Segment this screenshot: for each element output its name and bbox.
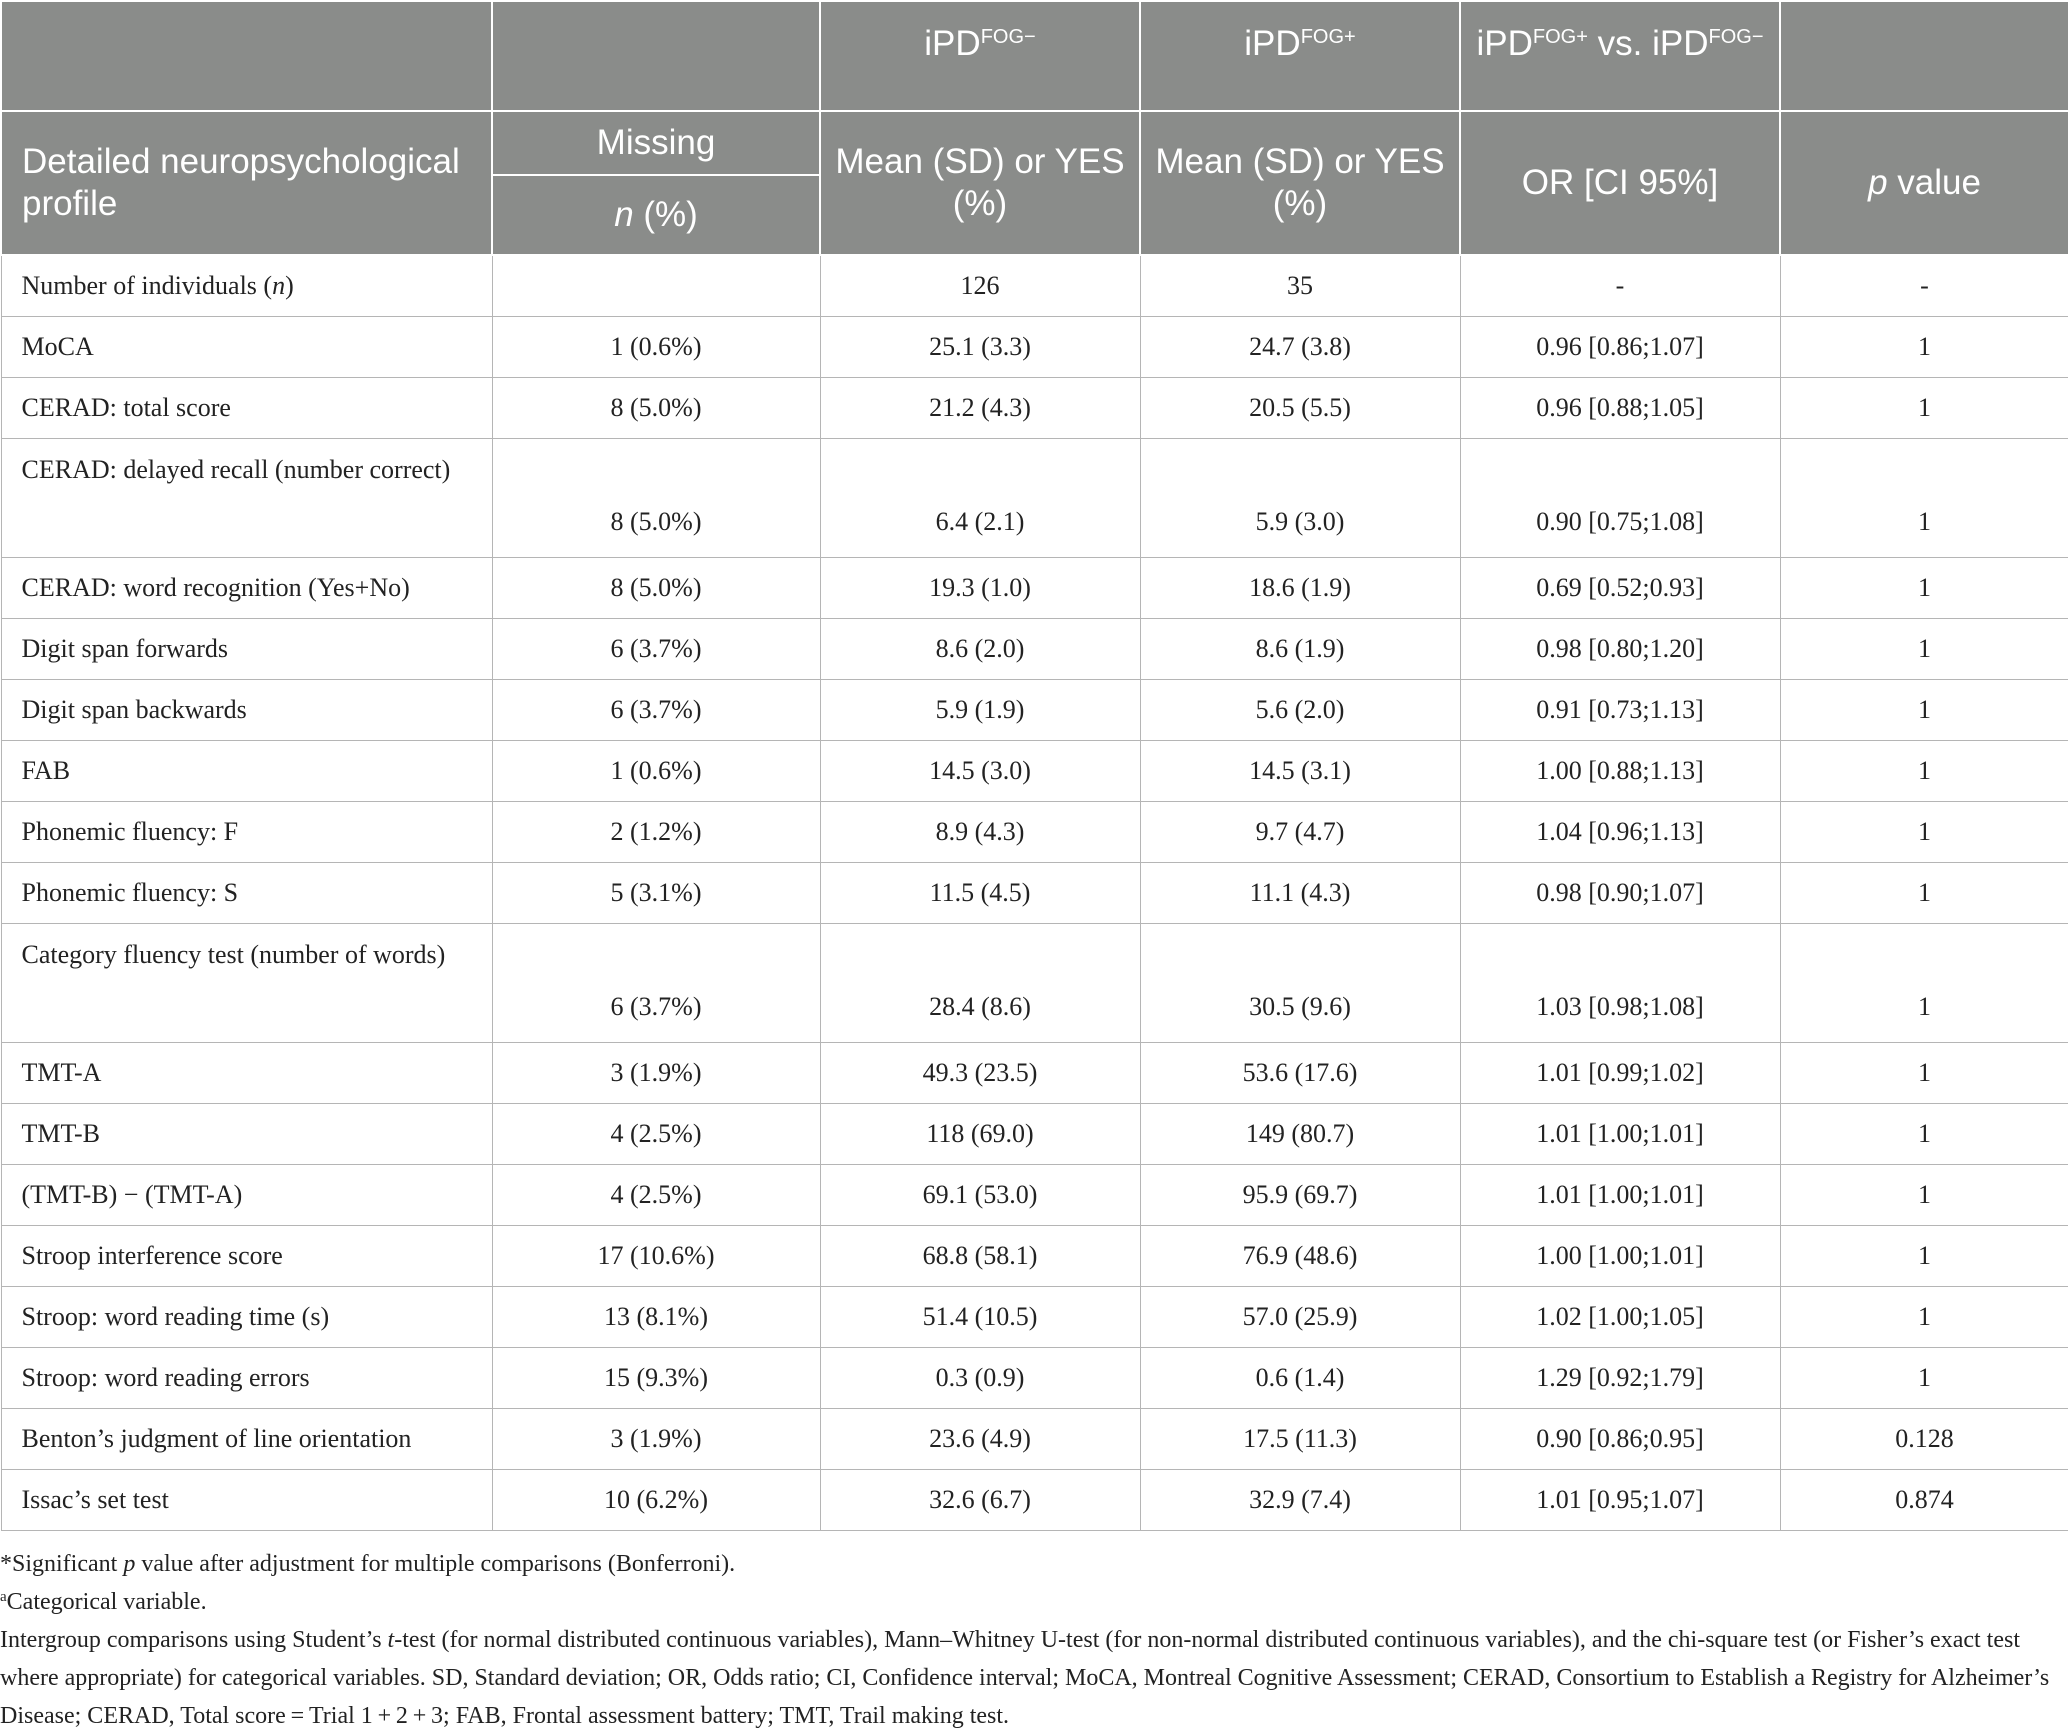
cell-or: 0.90 [0.86;0.95]	[1460, 1409, 1780, 1470]
table-row	[1, 863, 2068, 924]
cell-fog-pos: 35	[1140, 255, 1460, 317]
header-empty-3	[1780, 1, 2068, 111]
row-label: Stroop: word reading time (s)	[1, 1287, 492, 1348]
cell-fog-neg: 32.6 (6.7)	[820, 1470, 1140, 1531]
cell-fog-neg: 0.3 (0.9)	[820, 1348, 1140, 1409]
row-label: Digit span backwards	[1, 680, 492, 741]
cell-p: 0.128	[1780, 1409, 2068, 1470]
table-row	[1, 1409, 2068, 1470]
cell-or: 1.01 [1.00;1.01]	[1460, 1104, 1780, 1165]
cell-missing: 1 (0.6%)	[492, 317, 820, 378]
row-label: Phonemic fluency: F	[1, 802, 492, 863]
cell-or: -	[1460, 255, 1780, 317]
table-row	[1, 1287, 2068, 1348]
cell-fog-neg: 51.4 (10.5)	[820, 1287, 1140, 1348]
cell-fog-neg: 11.5 (4.5)	[820, 863, 1140, 924]
cell-or: 1.00 [0.88;1.13]	[1460, 741, 1780, 802]
table-row	[1, 1348, 2068, 1409]
header-mean-fog-pos: Mean (SD) or YES (%)	[1140, 111, 1460, 255]
row-label: Benton’s judgment of line orientation	[1, 1409, 492, 1470]
table-row	[1, 741, 2068, 802]
header-missing-unit: n (%)	[492, 175, 820, 255]
footnote-significance: *Significant p value after adjustment for multiple comparisons (Bonferroni).	[0, 1551, 736, 1577]
cell-fog-pos: 20.5 (5.5)	[1140, 378, 1460, 439]
cell-or: 1.01 [1.00;1.01]	[1460, 1165, 1780, 1226]
cell-missing: 6 (3.7%)	[492, 619, 820, 680]
cell-or: 1.01 [0.95;1.07]	[1460, 1470, 1780, 1531]
cell-or: 0.96 [0.86;1.07]	[1460, 317, 1780, 378]
cell-missing: 3 (1.9%)	[492, 1043, 820, 1104]
cell-missing: 2 (1.2%)	[492, 802, 820, 863]
cell-fog-neg: 8.9 (4.3)	[820, 802, 1140, 863]
cell-p: 1	[1780, 1287, 2068, 1348]
table-row	[1, 317, 2068, 378]
cell-fog-pos: 17.5 (11.3)	[1140, 1409, 1460, 1470]
row-label: TMT-A	[1, 1043, 492, 1104]
cell-fog-pos: 149 (80.7)	[1140, 1104, 1460, 1165]
cell-fog-pos: 14.5 (3.1)	[1140, 741, 1460, 802]
cell-p: 1	[1780, 863, 2068, 924]
cell-fog-neg: 68.8 (58.1)	[820, 1226, 1140, 1287]
cell-p: 1	[1780, 1165, 2068, 1226]
row-label: Digit span forwards	[1, 619, 492, 680]
header-group-fog-neg: iPD$^{FOG-}$	[820, 1, 1140, 111]
cell-or: 0.98 [0.80;1.20]	[1460, 619, 1780, 680]
cell-missing: 6 (3.7%)	[492, 924, 820, 1043]
cell-or: 1.03 [0.98;1.08]	[1460, 924, 1780, 1043]
cell-p: 1	[1780, 1043, 2068, 1104]
cell-missing	[492, 255, 820, 317]
row-label: CERAD: word recognition (Yes+No)	[1, 558, 492, 619]
cell-missing: 3 (1.9%)	[492, 1409, 820, 1470]
cell-or: 0.90 [0.75;1.08]	[1460, 439, 1780, 558]
header-or: OR [CI 95%]	[1460, 111, 1780, 255]
cell-or: 0.98 [0.90;1.07]	[1460, 863, 1780, 924]
cell-fog-pos: 18.6 (1.9)	[1140, 558, 1460, 619]
cell-missing: 13 (8.1%)	[492, 1287, 820, 1348]
row-label: FAB	[1, 741, 492, 802]
cell-or: 1.01 [0.99;1.02]	[1460, 1043, 1780, 1104]
cell-p: 1	[1780, 619, 2068, 680]
cell-fog-pos: 0.6 (1.4)	[1140, 1348, 1460, 1409]
cell-p: 1	[1780, 439, 2068, 558]
table-row	[1, 558, 2068, 619]
cell-p: 1	[1780, 1226, 2068, 1287]
row-label: Category fluency test (number of words)	[1, 924, 492, 1043]
row-label: Issac’s set test	[1, 1470, 492, 1531]
cell-fog-pos: 53.6 (17.6)	[1140, 1043, 1460, 1104]
cell-fog-neg: 5.9 (1.9)	[820, 680, 1140, 741]
cell-p: 1	[1780, 802, 2068, 863]
row-label: Number of individuals (n)	[1, 255, 492, 317]
table-row	[1, 1470, 2068, 1531]
cell-or: 1.00 [1.00;1.01]	[1460, 1226, 1780, 1287]
cell-fog-pos: 5.9 (3.0)	[1140, 439, 1460, 558]
cell-missing: 8 (5.0%)	[492, 558, 820, 619]
cell-fog-pos: 5.6 (2.0)	[1140, 680, 1460, 741]
header-row-columns	[1, 111, 2068, 175]
cell-missing: 6 (3.7%)	[492, 680, 820, 741]
table-row	[1, 1165, 2068, 1226]
row-label: CERAD: delayed recall (number correct)	[1, 439, 492, 558]
cell-fog-pos: 32.9 (7.4)	[1140, 1470, 1460, 1531]
cell-p: -	[1780, 255, 2068, 317]
row-label: Stroop interference score	[1, 1226, 492, 1287]
cell-p: 1	[1780, 680, 2068, 741]
cell-fog-pos: 8.6 (1.9)	[1140, 619, 1460, 680]
cell-fog-pos: 9.7 (4.7)	[1140, 802, 1460, 863]
cell-fog-neg: 69.1 (53.0)	[820, 1165, 1140, 1226]
cell-fog-pos: 11.1 (4.3)	[1140, 863, 1460, 924]
footnote-methods: Intergroup comparisons using Student’s t-test (for normal distributed continuous variables), Mann–Whitney U-test (for non-normal distributed continuous variables), and the chi-square test (or Fisher’s exact test where appropriate) for categorical variables. SD, Standard deviation; OR, Odds ratio; CI, Confidence interval; MoCA, Montreal Cognitive Assessment; CERAD, Consortium to Establish a Registry for Alzheimer’s Disease; CERAD, Total score = Trial 1 + 2 + 3; FAB, Frontal assessment battery; TMT, Trail making test.	[0, 1627, 2050, 1729]
cell-fog-neg: 8.6 (2.0)	[820, 619, 1140, 680]
cell-missing: 15 (9.3%)	[492, 1348, 820, 1409]
row-label: Phonemic fluency: S	[1, 863, 492, 924]
cell-fog-neg: 49.3 (23.5)	[820, 1043, 1140, 1104]
cell-or: 0.91 [0.73;1.13]	[1460, 680, 1780, 741]
cell-fog-neg: 14.5 (3.0)	[820, 741, 1140, 802]
cell-missing: 17 (10.6%)	[492, 1226, 820, 1287]
table-row	[1, 619, 2068, 680]
cell-fog-neg: 118 (69.0)	[820, 1104, 1140, 1165]
cell-fog-neg: 25.1 (3.3)	[820, 317, 1140, 378]
cell-missing: 4 (2.5%)	[492, 1165, 820, 1226]
cell-p: 1	[1780, 378, 2068, 439]
header-p-value: p value	[1780, 111, 2068, 255]
table-row	[1, 680, 2068, 741]
cell-fog-pos: 57.0 (25.9)	[1140, 1287, 1460, 1348]
header-mean-fog-neg: Mean (SD) or YES (%)	[820, 111, 1140, 255]
cell-fog-pos: 76.9 (48.6)	[1140, 1226, 1460, 1287]
cell-missing: 5 (3.1%)	[492, 863, 820, 924]
table-row	[1, 439, 2068, 558]
cell-missing: 8 (5.0%)	[492, 439, 820, 558]
table-row	[1, 802, 2068, 863]
row-label: CERAD: total score	[1, 378, 492, 439]
header-empty-1	[1, 1, 492, 111]
cell-missing: 10 (6.2%)	[492, 1470, 820, 1531]
cell-missing: 8 (5.0%)	[492, 378, 820, 439]
footnote-categorical: $^a$Categorical variable.	[0, 1589, 207, 1615]
table-row	[1, 1104, 2068, 1165]
cell-or: 1.04 [0.96;1.13]	[1460, 802, 1780, 863]
cell-fog-neg: 28.4 (8.6)	[820, 924, 1140, 1043]
header-group-fog-pos: iPD$^{FOG+}$	[1140, 1, 1460, 111]
cell-fog-pos: 30.5 (9.6)	[1140, 924, 1460, 1043]
header-comparison: iPD$^{FOG+}$ vs. iPD$^{FOG-}$	[1460, 1, 1780, 111]
cell-fog-neg: 126	[820, 255, 1140, 317]
table-row	[1, 1226, 2068, 1287]
cell-or: 1.02 [1.00;1.05]	[1460, 1287, 1780, 1348]
row-label: (TMT-B) − (TMT-A)	[1, 1165, 492, 1226]
cell-p: 1	[1780, 1348, 2068, 1409]
cell-missing: 1 (0.6%)	[492, 741, 820, 802]
cell-or: 0.96 [0.88;1.05]	[1460, 378, 1780, 439]
cell-p: 1	[1780, 741, 2068, 802]
cell-p: 1	[1780, 558, 2068, 619]
cell-p: 1	[1780, 924, 2068, 1043]
header-row-groups	[1, 1, 2068, 111]
cell-p: 1	[1780, 317, 2068, 378]
cell-fog-pos: 24.7 (3.8)	[1140, 317, 1460, 378]
row-label: TMT-B	[1, 1104, 492, 1165]
table-row	[1, 924, 2068, 1043]
header-missing: Missing	[492, 111, 820, 175]
cell-fog-neg: 23.6 (4.9)	[820, 1409, 1140, 1470]
cell-p: 1	[1780, 1104, 2068, 1165]
cell-fog-neg: 6.4 (2.1)	[820, 439, 1140, 558]
header-empty-2	[492, 1, 820, 111]
cell-fog-neg: 21.2 (4.3)	[820, 378, 1140, 439]
table-row	[1, 255, 2068, 317]
cell-or: 0.69 [0.52;0.93]	[1460, 558, 1780, 619]
header-profile: Detailed neuropsychological profile	[1, 111, 492, 255]
cell-p: 0.874	[1780, 1470, 2068, 1531]
row-label: Stroop: word reading errors	[1, 1348, 492, 1409]
cell-fog-neg: 19.3 (1.0)	[820, 558, 1140, 619]
cell-missing: 4 (2.5%)	[492, 1104, 820, 1165]
table-row	[1, 378, 2068, 439]
cell-or: 1.29 [0.92;1.79]	[1460, 1348, 1780, 1409]
table-row	[1, 1043, 2068, 1104]
cell-fog-pos: 95.9 (69.7)	[1140, 1165, 1460, 1226]
row-label: MoCA	[1, 317, 492, 378]
table-footnotes	[0, 1531, 2068, 1735]
